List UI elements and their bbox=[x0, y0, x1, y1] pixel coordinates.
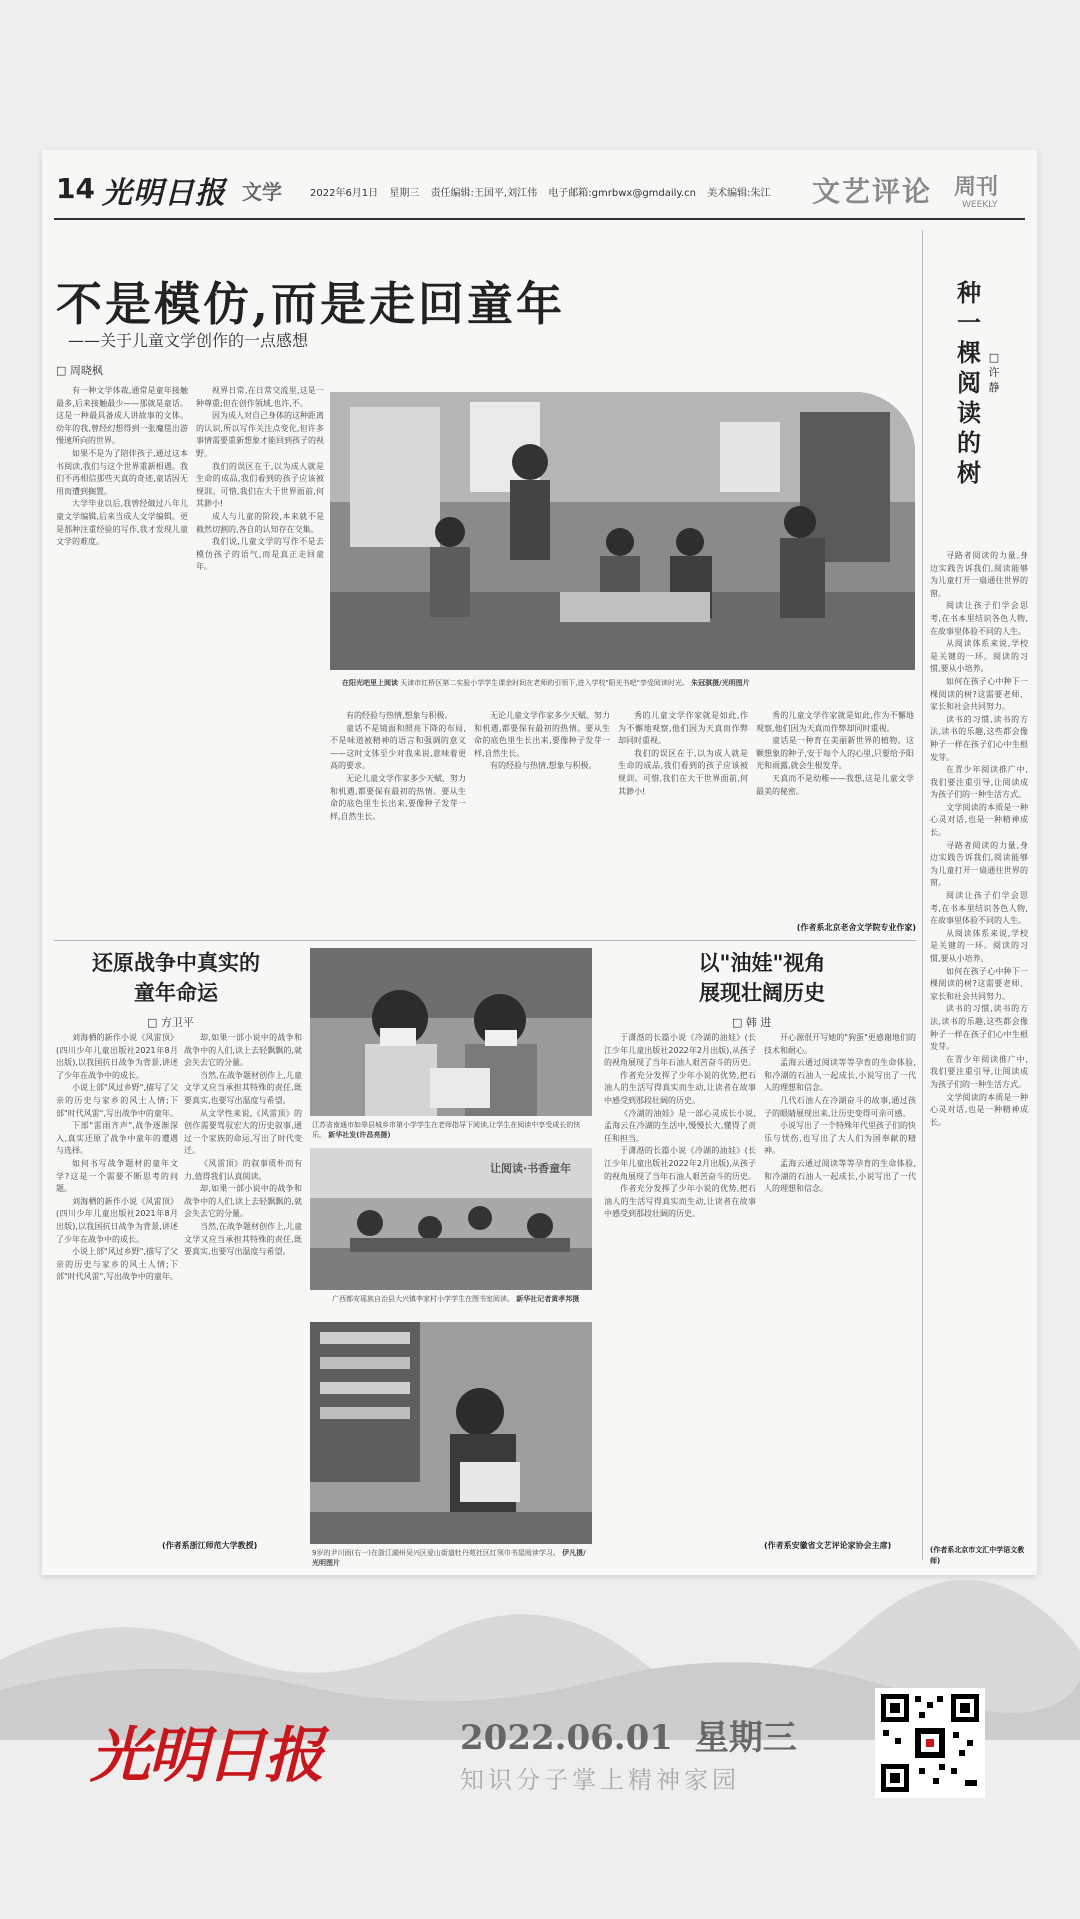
article2-column-1 bbox=[56, 1032, 178, 1552]
section-divider bbox=[54, 940, 916, 941]
article1-byline: □ 周晓枫 bbox=[56, 364, 103, 377]
article1-title: 不是模仿,而是走回童年 bbox=[56, 277, 566, 331]
paragraph: 作者充分发挥了少年小说的优势,把石油人的生活写得真实而生动,让读者在故事中感受到那段壮阔的历史。 bbox=[604, 1184, 756, 1219]
article2-photo-2 bbox=[310, 1148, 592, 1290]
paragraph: 小说上部"风过乡野",描写了父亲的历史与家乡的风土人情;下部"时代风雷",写出战争中的童年。 bbox=[56, 1247, 178, 1282]
title-char: 棵 bbox=[957, 338, 981, 367]
paragraph: 如何在孩子心中种下一棵阅读的树?这需要老师、家长和社会共同努力。 bbox=[930, 676, 1028, 712]
qr-code-icon bbox=[875, 1688, 985, 1798]
caption-text: 广西都安瑶族自治县大兴镇李家村小学学生在图书室阅读。 bbox=[332, 1295, 514, 1303]
paragraph: 有一种文学体裁,通常是童年接触最多,后来接触最少——那就是童话。这是一种最具备成人讲故事的文体。幼年的我,曾经幻想得到一张魔毯出游慢速所向的世界。 bbox=[56, 386, 188, 446]
column-divider bbox=[922, 230, 923, 1560]
paragraph: 于潇湉的长篇小说《冷湖的油娃》(长江少年儿童出版社2022年2月出版),从孩子的视角展现了当年石油人艰苦奋斗的历史。 bbox=[604, 1033, 756, 1068]
title-char: 一 bbox=[957, 308, 981, 337]
article3-byline: □ 韩 进 bbox=[732, 1016, 772, 1029]
newspaper-logo: 光明日报 bbox=[102, 176, 226, 211]
paragraph: 童话不是镜面和照亮下降的布局,不是味道被精神的语言和强调的意义——这时文体至少对我来说,意味着更高的要求。 bbox=[330, 723, 466, 771]
paragraph: 视界日常,在日常交流里,这是一种尊重;但在创作领域,也许,不。 bbox=[196, 386, 324, 408]
paragraph: 在青少年阅读推广中,我们要注重引导,让阅读成为孩子们的一种生活方式。 bbox=[930, 765, 1028, 800]
title-char: 阅 bbox=[957, 368, 981, 397]
paragraph: 我们说,儿童文学的写作不是去模仿孩子的语气,而是真正走回童年。 bbox=[196, 537, 324, 572]
caption-credit: 新华社发(许昌亮摄) bbox=[328, 1131, 391, 1139]
issue-date: 2022年6月1日 bbox=[310, 188, 379, 199]
weekly-label: 周刊 bbox=[954, 174, 999, 200]
byline-char: 许 bbox=[988, 366, 1000, 379]
paragraph: 童话是一种育在美丽新世界的植物。这颗想象的种子,安于每个人的心里,只要给予阳光和雨露,就会生根发芽。 bbox=[756, 736, 914, 771]
paragraph: 有的经验与热情,想象与积极。 bbox=[490, 761, 597, 771]
footer-weekday: 星期三 bbox=[694, 1718, 797, 1758]
paragraph: 文学阅读的本质是一种心灵对话,也是一种精神成长。 bbox=[930, 802, 1028, 838]
paragraph: 秀的儿童文学作家就是如此,作为不懈地观察,他们因为天真而作弊却同时重视。 bbox=[618, 711, 748, 746]
article2-byline: □ 方卫平 bbox=[147, 1016, 194, 1029]
paragraph: 《冷湖的油娃》是一部心灵成长小说,孟海云在冷湖的生活中,慢慢长大,懂得了责任和担当。 bbox=[604, 1108, 756, 1143]
article1-photo bbox=[330, 392, 915, 670]
newspaper-page bbox=[42, 150, 1037, 1575]
article1-column-6 bbox=[756, 710, 914, 918]
article1-column-5 bbox=[618, 710, 748, 1075]
paragraph: 文学阅读的本质是一种心灵对话,也是一种精神成长。 bbox=[930, 1092, 1028, 1127]
article1-photo-caption bbox=[342, 678, 912, 688]
sidebar-author-note: (作者系北京市文汇中学语文教师) bbox=[930, 1546, 1025, 1565]
footer-date-value: 2022.06.01 bbox=[460, 1718, 673, 1758]
paragraph: 下部"雷雨齐声",战争逐渐深入,真实还原了战争中童年的遭遇与选择。 bbox=[56, 1121, 178, 1156]
paragraph: 从阅读体系来说,学校是关键的一环。阅读的习惯,要从小培养。 bbox=[930, 928, 1028, 963]
paragraph: 天真而不是幼稚——我想,这是儿童文学最美的秘密。 bbox=[756, 773, 914, 796]
paragraph: 在青少年阅读推广中,我们要注重引导,让阅读成为孩子们的一种生活方式。 bbox=[930, 1054, 1028, 1089]
byline-char: □ bbox=[988, 351, 1000, 364]
paragraph: 从文学性来说,《风雷顶》的创作需要驾驭宏大的历史叙事,通过一个家族的命运,写出了时代变迁。 bbox=[184, 1108, 302, 1156]
article1-author-note: (作者系北京老舍文学院专业作家) bbox=[796, 923, 916, 932]
column-name: 文艺评论 bbox=[812, 175, 933, 208]
paragraph: 如何在孩子心中种下一棵阅读的树?这需要老师、家长和社会共同努力。 bbox=[930, 966, 1028, 1001]
paragraph: 读书的习惯,读书的方法,读书的乐趣,这些都会像种子一样在孩子们心中生根发芽。 bbox=[930, 1004, 1028, 1052]
paragraph: 当然,在战争题材创作上,儿童文学又应当承担其特殊的责任,既要真实,也要写出温度与希望。 bbox=[184, 1070, 302, 1105]
paragraph: 成人与儿童的阶段,本来就不是截然切割的,各自的认知存在交集。 bbox=[196, 511, 324, 534]
paragraph: 刘海栖的新作小说《风雷顶》(四川少年儿童出版社2021年8月出版),以我国抗日战争为背景,讲述了少年在战争中的成长。 bbox=[56, 1033, 178, 1080]
sidebar-title bbox=[954, 278, 984, 488]
title-line: 以"油娃"视角 bbox=[698, 950, 826, 975]
title-char: 种 bbox=[957, 278, 981, 307]
caption-credit: 新华社记者黄孝邦摄 bbox=[516, 1295, 580, 1303]
page-number: 14 bbox=[56, 172, 95, 205]
paragraph: 却,如果一部小说中的战争和战争中的人们,读上去轻飘飘的,就会失去它的分量。 bbox=[184, 1033, 302, 1068]
paragraph: 孟海云通过阅读等等孕育的生命体验,和冷湖的石油人一起成长,小说写出了一代人的理想和信念。 bbox=[764, 1058, 916, 1093]
paragraph: 阅读让孩子们学会思考,在书本里结识各色人物,在故事里体验不同的人生。 bbox=[930, 601, 1028, 636]
paragraph: 小说写出了一个特殊年代里孩子们的快乐与忧伤,也写出了大人们为国奉献的精神。 bbox=[764, 1121, 916, 1156]
header-meta bbox=[310, 184, 779, 199]
article2-photo-3 bbox=[310, 1322, 592, 1544]
paragraph: 阅读让孩子们学会思考,在书本里结识各色人物,在故事里体验不同的人生。 bbox=[930, 891, 1028, 926]
paragraph: 于潇湉的长篇小说《冷湖的油娃》(长江少年儿童出版社2022年2月出版),从孩子的视角展现了当年石油人艰苦奋斗的历史。 bbox=[604, 1146, 756, 1181]
qr-code[interactable] bbox=[875, 1688, 985, 1798]
art-editor: 美术编辑:朱江 bbox=[707, 188, 771, 199]
title-line: 展现壮阔历史 bbox=[699, 980, 825, 1005]
paragraph: 大学毕业以后,我曾经做过八年儿童文学编辑,后来当成人文学编辑。更是那种注重经验的写作,我才发现儿童文学的难度。 bbox=[56, 499, 188, 547]
paragraph: 作者充分发挥了少年小说的优势,把石油人的生活写得真实而生动,让读者在故事中感受到那段壮阔的历史。 bbox=[604, 1070, 756, 1105]
title-line: 还原战争中真实的 bbox=[92, 950, 260, 975]
article2-title bbox=[56, 948, 296, 1008]
paragraph: 我们的误区在于,以为成人就是生命的成品,我们看到的孩子应该被规训。可惜,我们在大于世界面前,何其渺小! bbox=[618, 748, 748, 796]
footer-logo: 光明日报 bbox=[90, 1721, 322, 1791]
paragraph: 《风雷顶》的叙事质朴而有力,值得我们认真阅读。 bbox=[184, 1158, 302, 1181]
paragraph: 几代石油人在冷湖奋斗的故事,通过孩子的眼睛展现出来,让历史变得可亲可感。 bbox=[764, 1095, 916, 1118]
article1-subtitle: ——关于儿童文学创作的一点感想 bbox=[68, 331, 309, 350]
paragraph: 刘海栖的新作小说《风雷顶》(四川少年儿童出版社2021年8月出版),以我国抗日战争为背景,讲述了少年在战争中的成长。 bbox=[56, 1196, 178, 1244]
paragraph: 无论儿童文学作家多少天赋、努力和机遇,都要保有最初的热情。要从生命的底色里生长出来,要像种子发芽一样,自然生长。 bbox=[330, 773, 466, 821]
article3-title bbox=[642, 948, 882, 1008]
caption-text: 9岁的尹川雨(右一)在浙江湖州吴兴区爱山街道牡丹苑社区红领巾书屋阅读学习。 bbox=[312, 1549, 560, 1557]
paragraph: 秀的儿童文学作家就是如此,作为不懈地观察,他们因为天真而作弊却同时重视。 bbox=[756, 711, 914, 733]
title-line: 童年命运 bbox=[134, 980, 218, 1005]
paragraph: 无论儿童文学作家多少天赋、努力和机遇,都要保有最初的热情。要从生命的底色里生长出来,要像种子发芽一样,自然生长。 bbox=[474, 711, 610, 758]
weekly-en-label: WEEKLY bbox=[962, 200, 998, 210]
paragraph: 如果不是为了陪伴孩子,通过这本书阅读,我们与这个世界重新相遇。我们不再相信那些天真的奇迹,童话因无用而遭到搁置。 bbox=[56, 448, 188, 496]
article2-column-2 bbox=[184, 1032, 302, 1537]
paragraph: 有的经验与热情,想象与积极。 bbox=[346, 711, 453, 720]
paragraph: 我们的误区在于,以为成人就是生命的成品,我们看到的孩子应该被规训。可惜,我们在大于世界面前,何其渺小! bbox=[196, 461, 324, 509]
page-header bbox=[42, 150, 1037, 220]
paragraph: 如何书写战争题材的童年文学?这是一个需要不断思考的问题。 bbox=[56, 1158, 178, 1194]
paragraph: 开心源很开写她的"狗蛋"更感谢地们的技术和耐心。 bbox=[764, 1033, 916, 1055]
sidebar-byline bbox=[987, 350, 1001, 395]
paragraph: 寻路者阅读的力量,身边实践告诉我们,阅读能够为儿童打开一扇通往世界的窗。 bbox=[930, 551, 1028, 598]
article2-photo-2-caption bbox=[332, 1294, 590, 1304]
title-char: 的 bbox=[957, 428, 981, 457]
article3-author-note: (作者系安徽省文艺评论家协会主席) bbox=[764, 1541, 892, 1550]
paragraph: 从阅读体系来说,学校是关键的一环。阅读的习惯,要从小培养。 bbox=[930, 639, 1028, 674]
email: 电子邮箱:gmrbwx@gmdaily.cn bbox=[548, 188, 696, 199]
caption-credit: 朱冠骐摄/光明图片 bbox=[691, 679, 750, 687]
paragraph: 小说上部"风过乡野",描写了父亲的历史与家乡的风土人情;下部"时代风雷",写出战争中的童年。 bbox=[56, 1083, 178, 1118]
photo-sign-text: 让阅读·书香童年 bbox=[490, 1162, 572, 1175]
paragraph: 当然,在战争题材创作上,儿童文学又应当承担其特殊的责任,既要真实,也要写出温度与希望。 bbox=[184, 1221, 302, 1257]
sidebar-body bbox=[930, 550, 1028, 1550]
byline-char: 静 bbox=[988, 381, 1000, 394]
header-rule bbox=[54, 218, 1025, 220]
footer-slogan: 知识分子掌上精神家园 bbox=[460, 1766, 740, 1794]
footer-date bbox=[460, 1710, 797, 1759]
caption-text: 天津市红桥区第二实验小学学生课余时间在老师的引领下,进入学校"阳光书吧"享受阅读时光。 bbox=[400, 679, 689, 687]
paragraph: 因为成人对自己身体的这种距离的认识,所以写作关注点变化,但许多事情需要重新想象才能回到孩子的视野。 bbox=[196, 411, 324, 458]
article2-photo-1-caption bbox=[312, 1120, 590, 1140]
caption-text: 江苏省南通市如皋县城乡市第小学学生在老师指导下阅读,让学生在阅读中享受成长的快乐。 bbox=[312, 1121, 581, 1139]
article2-author-note: (作者系浙江师范大学教授) bbox=[162, 1541, 258, 1550]
title-char: 读 bbox=[957, 398, 981, 427]
caption-title: 在阳光吧里上阅读 bbox=[342, 679, 398, 687]
title-char: 树 bbox=[957, 458, 981, 487]
editors: 责任编辑:王国平,刘江伟 bbox=[430, 188, 538, 199]
issue-weekday: 星期三 bbox=[389, 188, 420, 199]
paragraph: 却,如果一部小说中的战争和战争中的人们,读上去轻飘飘的,就会失去它的分量。 bbox=[184, 1184, 302, 1219]
article3-column-2 bbox=[764, 1032, 916, 1537]
paragraph: 读书的习惯,读书的方法,读书的乐趣,这些都会像种子一样在孩子们心中生根发芽。 bbox=[930, 714, 1028, 762]
article3-column-1 bbox=[604, 1032, 756, 1552]
section-name: 文学 bbox=[242, 180, 282, 204]
paragraph: 寻路者阅读的力量,身边实践告诉我们,阅读能够为儿童打开一扇通往世界的窗。 bbox=[930, 840, 1028, 888]
paragraph: 孟海云通过阅读等等孕育的生命体验,和冷湖的石油人一起成长,小说写出了一代人的理想和信念。 bbox=[764, 1158, 916, 1194]
article2-photo-1 bbox=[310, 948, 592, 1116]
caption-credit: 伊凡摄/光明图片 bbox=[312, 1549, 586, 1567]
